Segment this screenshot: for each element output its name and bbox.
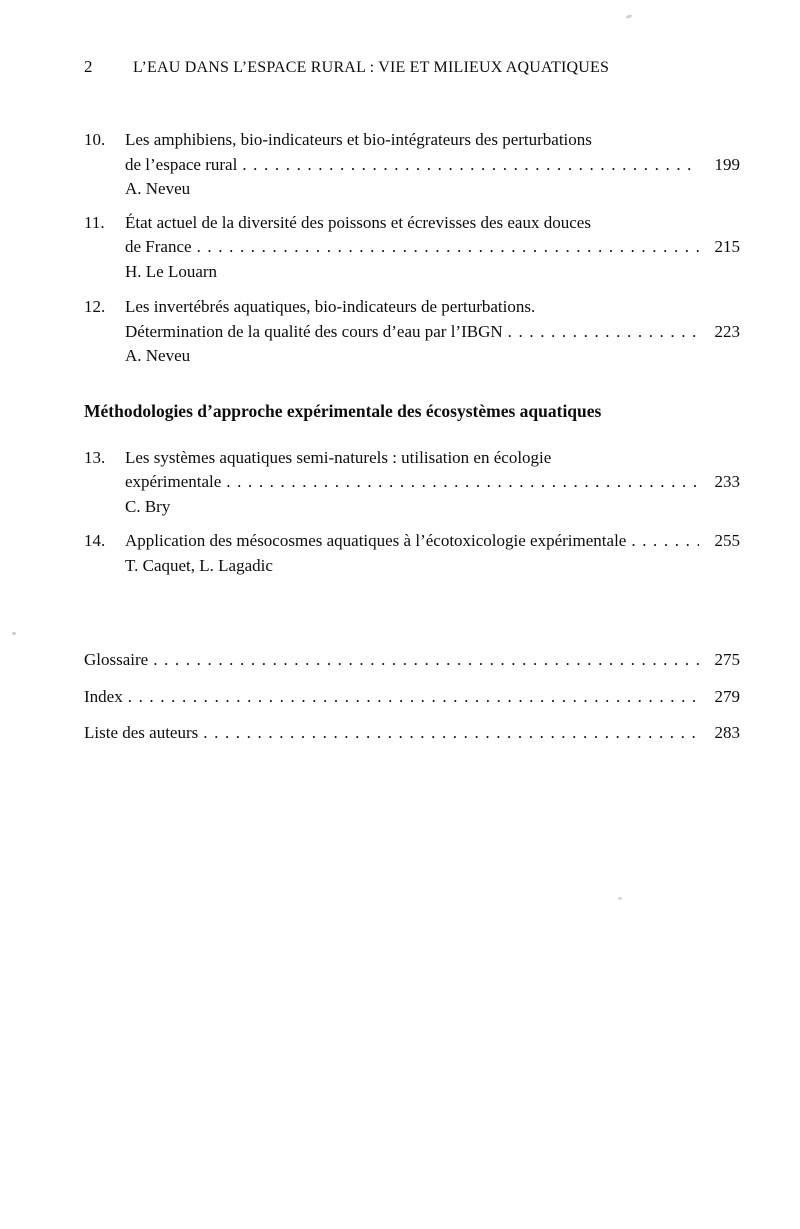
scan-speck	[12, 632, 16, 635]
backmatter-row-liste-des-auteurs	[84, 721, 740, 746]
backmatter-list	[84, 648, 740, 746]
dot-leader	[153, 648, 699, 673]
entry-authors: H. Le Louarn	[125, 261, 218, 281]
entry-page-number: 233	[714, 472, 740, 491]
entry-number: 11.	[84, 212, 105, 232]
section-heading: Méthodologies d’approche expérimentale des écosystèmes aquatiques	[84, 400, 602, 421]
entry-page-number: 215	[714, 237, 740, 256]
dot-leader	[197, 235, 699, 260]
entry-number: 10.	[84, 130, 106, 149]
entry-title-continuation: expérimentale	[125, 472, 222, 491]
entry-body	[125, 529, 740, 578]
entry-body	[125, 128, 740, 202]
toc-entry-14	[84, 529, 740, 578]
backmatter-page-number: 279	[714, 686, 740, 706]
entry-number: 14.	[84, 531, 106, 550]
entry-leader-row	[125, 235, 740, 260]
backmatter-row-glossaire	[84, 648, 740, 673]
dot-leader	[203, 721, 699, 746]
scan-speck	[626, 14, 633, 19]
backmatter-page-number: 283	[714, 723, 740, 742]
entry-leader-row	[125, 153, 740, 178]
entry-title-continuation: Détermination de la qualité des cours d’eau par l’IBGN	[125, 321, 503, 341]
entry-number: 12.	[84, 297, 106, 316]
entry-authors: C. Bry	[125, 496, 171, 516]
dot-leader	[631, 529, 699, 554]
entry-title-continuation: de France	[125, 237, 192, 256]
scan-speck	[618, 897, 622, 900]
backmatter-label: Glossaire	[84, 650, 149, 669]
entry-title-continuation: de l’espace rural	[125, 154, 238, 174]
entry-title-line: Application des mésocosmes aquatiques à l’écotoxicologie expérimentale	[125, 531, 627, 550]
toc-entry-11	[84, 211, 740, 285]
dot-leader	[128, 685, 699, 710]
dot-leader	[508, 320, 699, 345]
entry-authors: T. Caquet, L. Lagadic	[125, 555, 273, 575]
entry-leader-row	[125, 529, 740, 554]
toc-entry-12	[84, 295, 740, 369]
backmatter-page-number: 275	[714, 650, 740, 669]
entry-title-line: Les amphibiens, bio-indicateurs et bio-intégrateurs des perturbations	[125, 130, 592, 149]
dot-leader	[226, 470, 699, 495]
entry-page-number: 255	[714, 531, 740, 550]
entry-page-number: 223	[714, 321, 740, 341]
entry-leader-row	[125, 320, 740, 345]
entry-number: 13.	[84, 447, 106, 467]
toc-entry-13	[84, 446, 740, 520]
entry-body	[125, 446, 740, 520]
entry-body	[125, 295, 740, 369]
entry-page-number: 199	[714, 154, 740, 174]
entry-authors: A. Neveu	[125, 346, 191, 365]
entry-authors: A. Neveu	[125, 179, 191, 198]
toc-list	[84, 128, 740, 578]
toc-entry-10	[84, 128, 740, 202]
dot-leader	[242, 153, 699, 178]
entry-leader-row	[125, 470, 740, 495]
entry-title-line: État actuel de la diversité des poissons et écrevisses des eaux douces	[125, 212, 591, 232]
backmatter-row-index	[84, 685, 740, 710]
entry-title-line: Les systèmes aquatiques semi-naturels : utilisation en écologie	[125, 447, 552, 467]
backmatter-label: Index	[84, 686, 123, 706]
entry-body	[125, 211, 740, 285]
entry-title-line: Les invertébrés aquatiques, bio-indicateurs de perturbations.	[125, 297, 536, 316]
page-number: 2	[84, 57, 93, 76]
page-header	[84, 57, 740, 77]
backmatter-label: Liste des auteurs	[84, 723, 199, 742]
running-title: L’EAU DANS L’ESPACE RURAL : VIE ET MILIEUX AQUATIQUES	[133, 59, 610, 76]
